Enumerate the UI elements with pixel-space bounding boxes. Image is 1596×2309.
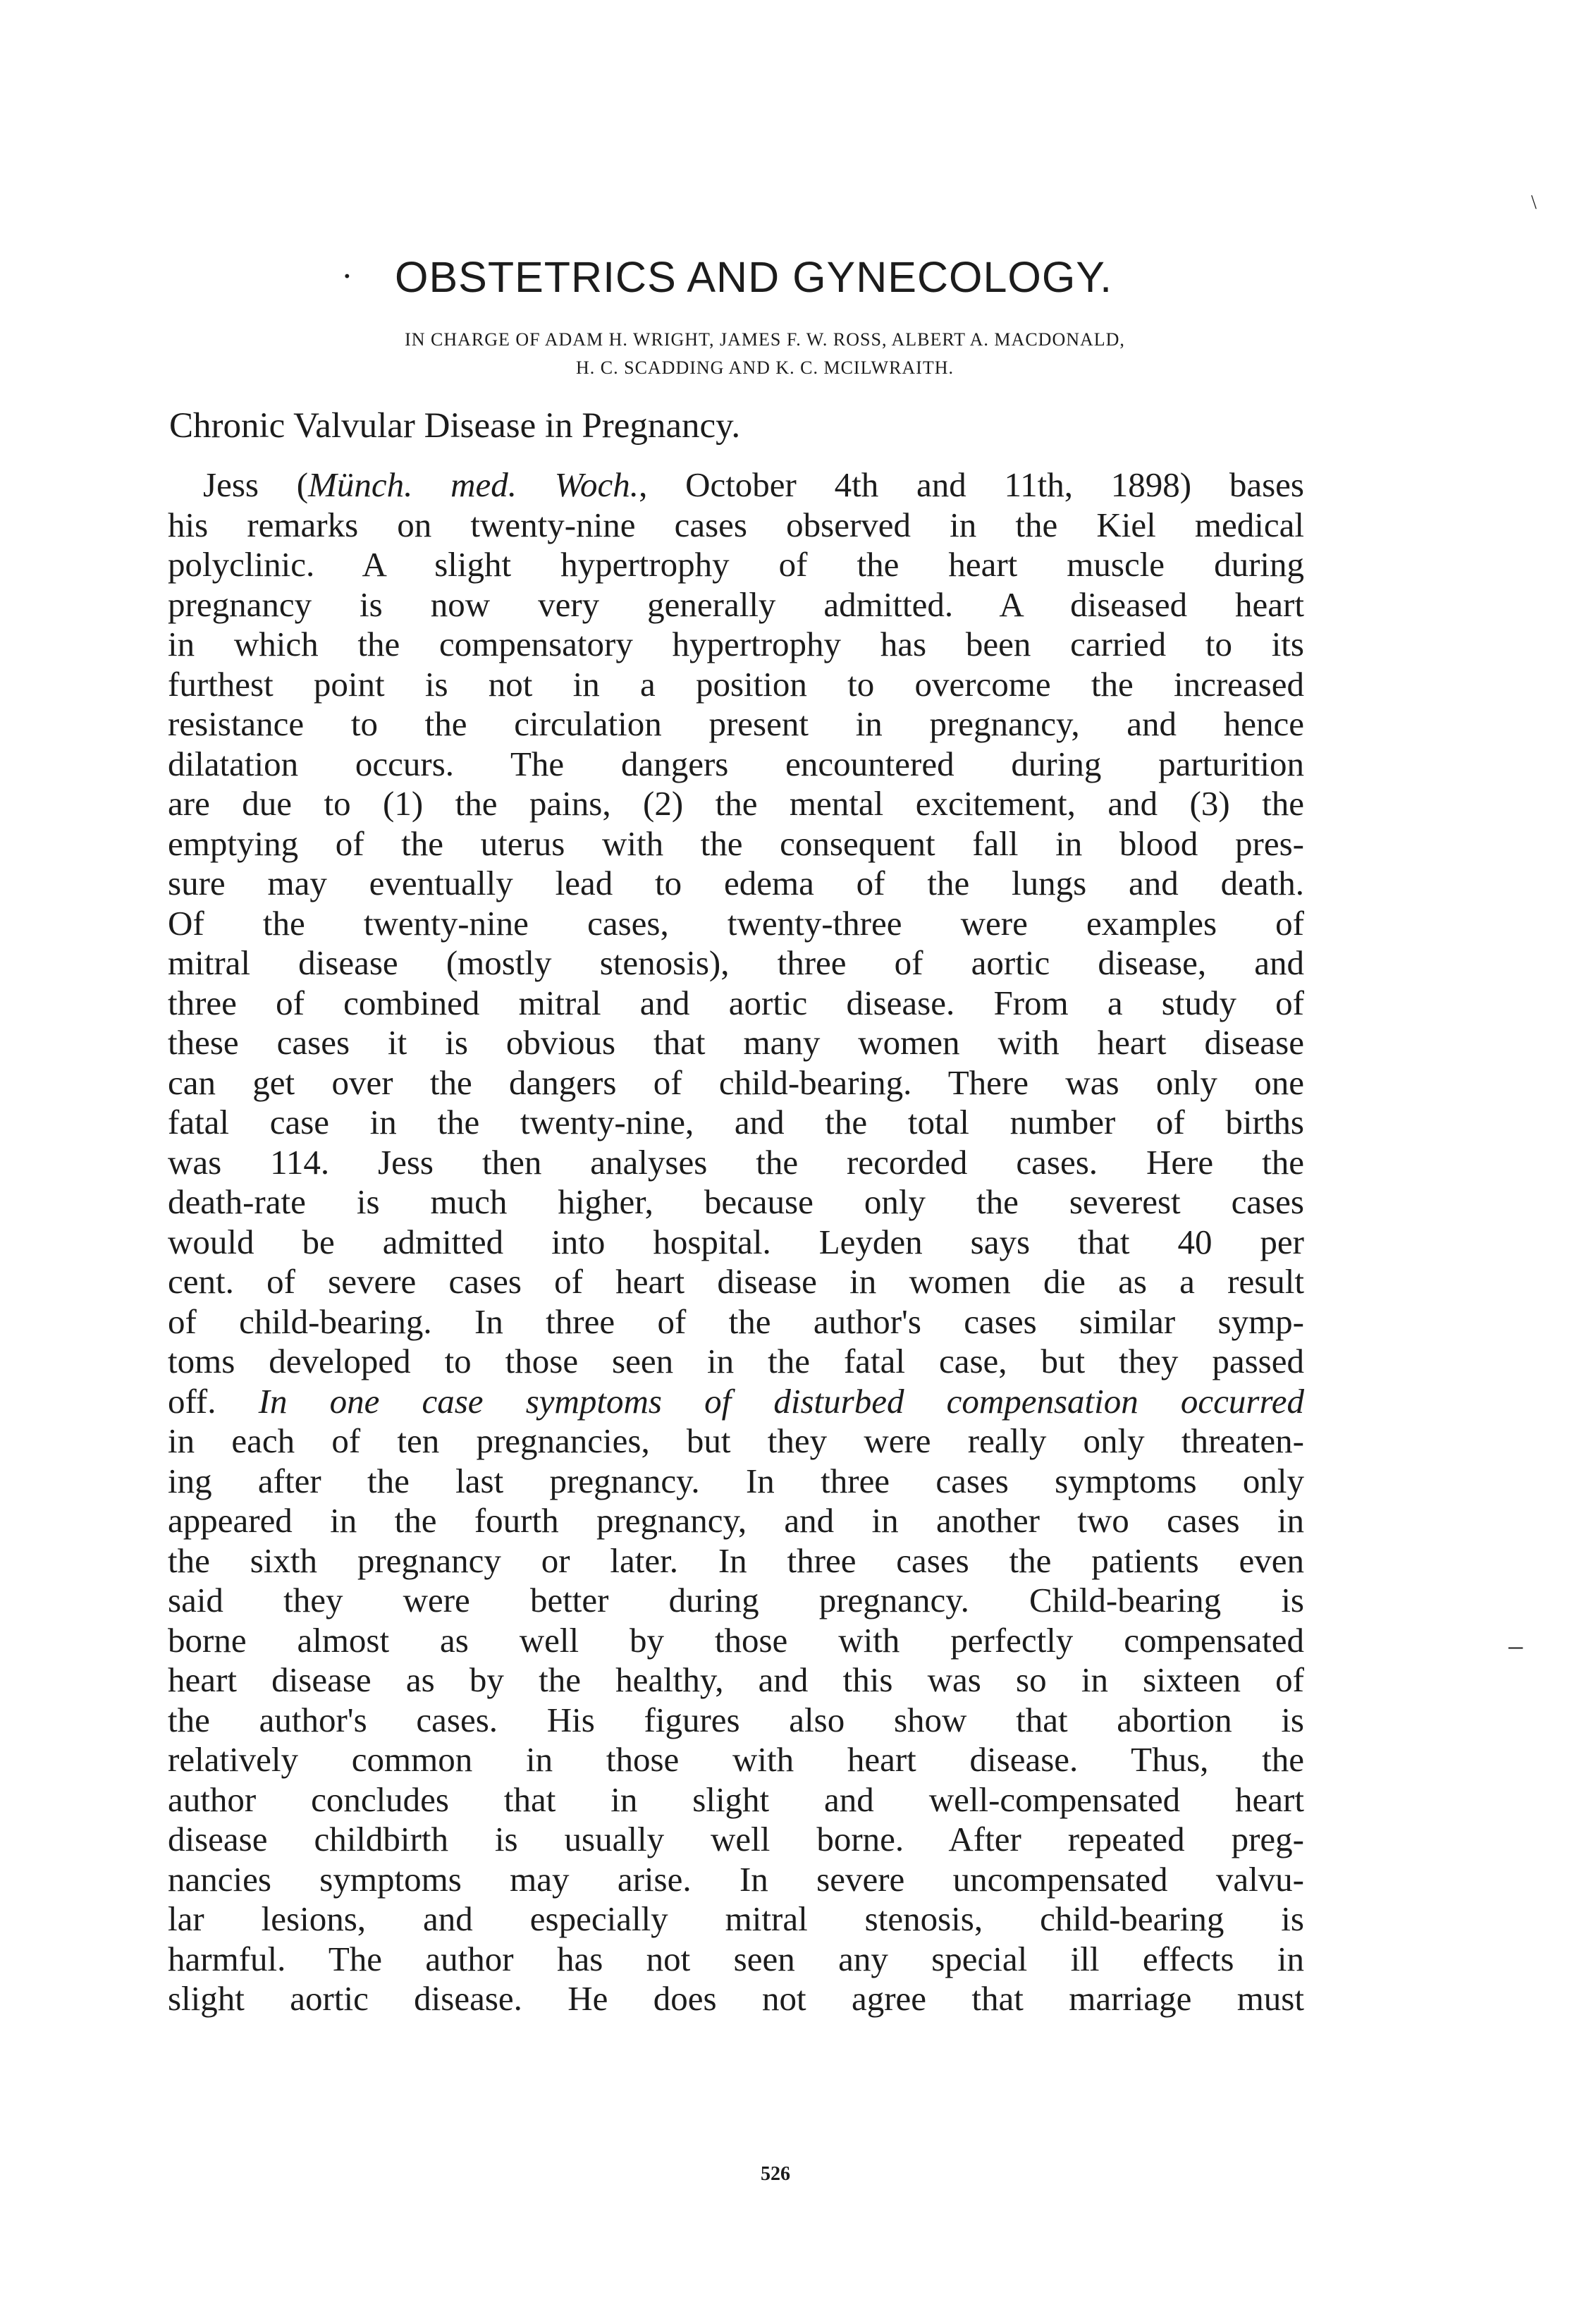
- body-line-text: lar lesions, and especially mitral stenosis, child-bearing is: [168, 1899, 1304, 1938]
- body-line: [168, 1182, 1304, 1223]
- body-line-text: nancies symptoms may arise. In severe uncompensated valvu-: [168, 1859, 1304, 1899]
- editors-line-1: IN CHARGE OF ADAM H. WRIGHT, JAMES F. W. ROSS, ALBERT A. MACDONALD,: [405, 329, 1125, 350]
- body-line-text: pregnancy is now very generally admitted. A diseased heart: [168, 584, 1304, 624]
- body-line-italic: In one case symptoms of disturbed compensation occurred: [258, 1381, 1304, 1421]
- editors-line-2: H. C. SCADDING AND K. C. MCILWRAITH.: [575, 357, 954, 378]
- page-number: 526: [761, 2163, 790, 2185]
- body-line-text: author concludes that in slight and well-compensated heart: [168, 1780, 1304, 1819]
- body-line: [168, 1701, 1304, 1741]
- body-line: [168, 465, 1304, 506]
- body-line-text: can get over the dangers of child-bearing. There was only one: [168, 1062, 1304, 1102]
- body-line-text: death-rate is much higher, because only the severest cases: [168, 1182, 1304, 1221]
- body-line-text: said they were better during pregnancy. Child-bearing is: [168, 1581, 1304, 1619]
- body-line-text: was 114. Jess then analyses the recorded cases. Here the: [168, 1142, 1304, 1182]
- body-line: [168, 1820, 1304, 1860]
- body-line: [168, 864, 1304, 904]
- body-line: [168, 824, 1304, 864]
- body-line: [168, 1262, 1304, 1302]
- body-line: [168, 585, 1304, 625]
- body-line-text: toms developed to those seen in the fatal case, but they passed: [168, 1342, 1304, 1380]
- body-line-italic: Münch. med. Woch.: [308, 465, 639, 504]
- body-line: [168, 984, 1304, 1024]
- body-line-text: fatal case in the twenty-nine, and the total number of births: [168, 1103, 1304, 1141]
- body-line: [168, 1342, 1304, 1382]
- body-line: [168, 1660, 1304, 1701]
- title-dot: ·: [341, 256, 353, 295]
- body-line-text: Of the twenty-nine cases, twenty-three were examples of: [168, 903, 1304, 943]
- body-line-text: polyclinic. A slight hypertrophy of the heart muscle during: [168, 545, 1304, 584]
- body-line-text: heart disease as by the healthy, and this was so in sixteen of: [168, 1660, 1304, 1699]
- body-line-text: furthest point is not in a position to overcome the increased: [168, 664, 1304, 704]
- body-line-text: in each of ten pregnancies, but they were really only threaten-: [168, 1421, 1304, 1460]
- body-line: [168, 745, 1304, 785]
- corner-mark: \: [1531, 192, 1537, 214]
- editors-credit: [223, 326, 1307, 382]
- body-line: [168, 506, 1304, 546]
- body-line-text: three of combined mitral and aortic disease. From a study of: [168, 983, 1304, 1022]
- body-line: [168, 1541, 1304, 1581]
- body-line: [168, 1581, 1304, 1621]
- body-line-text: ing after the last pregnancy. In three cases symptoms only: [168, 1461, 1304, 1500]
- body-line-text: the sixth pregnancy or later. In three cases the patients even: [168, 1541, 1304, 1580]
- body-line: [168, 1899, 1304, 1940]
- body-line-text: resistance to the circulation present in pregnancy, and hence: [168, 704, 1304, 743]
- body-line: [168, 704, 1304, 745]
- body-line: [168, 1382, 1304, 1422]
- body-line: [168, 1421, 1304, 1462]
- body-line: [168, 1063, 1304, 1103]
- body-line-text: borne almost as well by those with perfectly compensated: [168, 1620, 1304, 1660]
- body-line-text: slight aortic disease. He does not agree that marriage must: [168, 1979, 1304, 2018]
- body-line-text: the author's cases. His figures also show that abortion is: [168, 1700, 1304, 1739]
- body-line-text: these cases it is obvious that many women with heart disease: [168, 1023, 1304, 1062]
- body-line-text: dilatation occurs. The dangers encountered during parturition: [168, 744, 1304, 783]
- body-line: [168, 1023, 1304, 1063]
- article-body: [168, 465, 1304, 2019]
- body-line: [168, 904, 1304, 944]
- body-line: [168, 1780, 1304, 1820]
- body-line-text: mitral disease (mostly stenosis), three of aortic disease, and: [168, 943, 1304, 982]
- section-title: OBSTETRICS AND GYNECOLOGY.: [395, 253, 1113, 301]
- body-line-text: of child-bearing. In three of the author's cases similar symp-: [168, 1302, 1304, 1341]
- body-line: [168, 1860, 1304, 1900]
- body-line: [168, 1621, 1304, 1661]
- body-line: [168, 1501, 1304, 1541]
- body-line-text: harmful. The author has not seen any special ill effects in: [168, 1939, 1304, 1978]
- body-line: [168, 665, 1304, 705]
- body-line-text: his remarks on twenty-nine cases observed in the Kiel medical: [168, 505, 1304, 544]
- body-line: [168, 784, 1304, 824]
- body-line-text: , October 4th and 11th, 1898) bases: [639, 465, 1304, 504]
- body-line-text: Jess (: [203, 465, 309, 504]
- body-line: [168, 1979, 1304, 2019]
- body-line-text: would be admitted into hospital. Leyden says that 40 per: [168, 1222, 1304, 1261]
- body-line: [168, 1740, 1304, 1780]
- body-line: [168, 943, 1304, 984]
- body-line-text: cent. of severe cases of heart disease in women die as a result: [168, 1262, 1304, 1301]
- body-line-text: disease childbirth is usually well borne. After repeated preg-: [168, 1820, 1304, 1858]
- body-line: [168, 1940, 1304, 1980]
- margin-mark: –: [1509, 1629, 1523, 1661]
- body-line-text: in which the compensatory hypertrophy has been carried to its: [168, 625, 1304, 663]
- body-line: [168, 1302, 1304, 1342]
- body-line-text: emptying of the uterus with the consequent fall in blood pres-: [168, 823, 1304, 863]
- body-line-text: are due to (1) the pains, (2) the mental excitement, and (3) the: [168, 784, 1304, 823]
- body-line-text: sure may eventually lead to edema of the lungs and death.: [168, 864, 1304, 902]
- article-title: Chronic Valvular Disease in Pregnancy.: [169, 406, 741, 446]
- body-line-text: appeared in the fourth pregnancy, and in another two cases in: [168, 1501, 1304, 1540]
- body-line-text: off.: [168, 1381, 259, 1421]
- body-line: [168, 625, 1304, 665]
- body-line: [168, 1103, 1304, 1143]
- body-line: [168, 1143, 1304, 1183]
- body-line: [168, 545, 1304, 585]
- body-line-text: relatively common in those with heart disease. Thus, the: [168, 1740, 1304, 1779]
- body-line: [168, 1462, 1304, 1502]
- body-line: [168, 1223, 1304, 1263]
